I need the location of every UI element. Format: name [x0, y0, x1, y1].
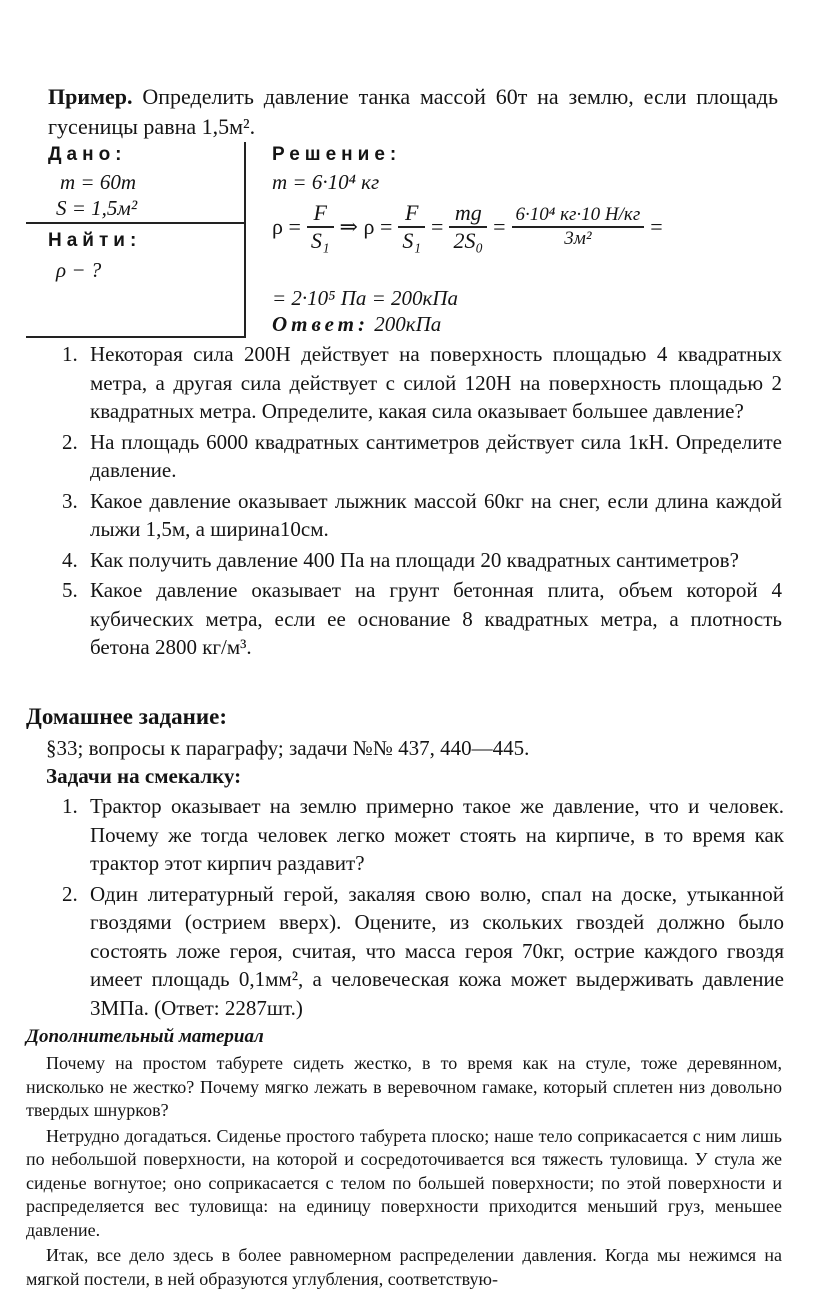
- find-title: Найти:: [48, 230, 142, 251]
- fraction-f-s1-second: $\frac{F}{\text{S₁}}$: [398, 200, 425, 254]
- solution-mass: m = 6·10⁴ кг: [272, 170, 380, 194]
- list-item: 2. Один литературный герой, закаляя свою волю, спал на доске, утыканной гвоздями (острием вверх). Оцените, из скольких гвоздей должно было состоять ложе героя, считая, что масса героя 70кг, острие каждого гвоздя имеет площадь 0,1мм², а человеческая кожа может выдерживать давление 3МПа. (Ответ: 2287шт.): [62, 881, 784, 1020]
- solution-answer: [272, 312, 441, 337]
- smart-tasks-title: Задачи на смекалку:: [46, 764, 242, 788]
- fraction-f-s1: $\frac{F}{\text{S₁}}$: [307, 200, 334, 254]
- task-text: Как получить давление 400 Па на площади 20 квадратных сантиметров?: [90, 547, 739, 572]
- extra-paragraph: Нетрудно догадаться. Сиденье простого табурета плоско; наше тело соприкасается с ним лишь по небольшой поверхности, на которой и сосредоточивается вся тяжесть туловища. У стула же сиденье вогнутое; оно соприкасается с телом по большей поверхности; по этой поверхности и распределяется вес туловища: на единицу поверхности приходится меньший груз, меньшее давление.: [26, 1125, 782, 1240]
- extra-paragraph: Почему на простом табурете сидеть жестко, в то время как на стуле, тоже деревянном, нисколько не жестко? Почему мягко лежать в веревочном гамаке, который сплетен низ довольно твердых шнурков?: [26, 1053, 782, 1120]
- smart-task-text: Трактор оказывает на землю примерно такое же давление, что и человек. Почему же тогда человек легко может стоять на кирпиче, в то время как трактор этот кирпич раздавит?: [90, 794, 784, 875]
- smart-task-text: Один литературный герой, закаляя свою волю, спал на доске, утыканной гвоздями (острием вверх). Оцените, из скольких гвоздей должно было состоять ложе героя, считая, что масса героя 70кг, острие каждого гвоздя имеет площадь 0,1мм², а человеческая кожа может выдерживать давление 3МПа. (Ответ: 2287шт.): [90, 881, 784, 1020]
- formula-equals-3: =: [650, 214, 663, 239]
- given-mass: m = 60т: [60, 170, 137, 194]
- list-item: 5. Какое давление оказывает на грунт бетонная плита, объем которой 4 кубических метра, если ее основание 8 квадратных метра, а плотность бетона 2800 кг/м³.: [62, 578, 782, 659]
- solution-block: [272, 144, 792, 340]
- list-item: 2. На площадь 6000 квадратных сантиметров действует сила 1кН. Определите давление.: [62, 429, 782, 482]
- solution-result: = 2·10⁵ Па = 200кПа: [272, 286, 459, 310]
- example-statement: [48, 82, 778, 142]
- task-text: Какое давление оказывает лыжник массой 60кг на снег, если длина каждой лыжи 1,5м, а ширина10см.: [90, 488, 782, 541]
- formula-equals-2: =: [493, 214, 506, 239]
- homework-title: Домашнее задание:: [26, 704, 227, 729]
- answer-value: 200кПа: [374, 312, 442, 336]
- homework-text: §33; вопросы к параграфу; задачи №№ 437, 440—445.: [46, 736, 530, 760]
- given-box: [26, 142, 246, 338]
- solution-title: Решение:: [272, 144, 402, 165]
- formula-equals-1: =: [431, 214, 444, 239]
- extra-material: [26, 1052, 782, 1293]
- formula-rho: ρ =: [272, 214, 301, 239]
- smart-task-list: [62, 792, 784, 1024]
- extra-paragraph: Итак, все дело здесь в более равномерном распределении давления. Когда мы нежимся на мягкой постели, в ней образуются углубления, соответствую-: [26, 1245, 782, 1289]
- pressure-formula: [272, 200, 663, 254]
- formula-implies: ⇒ ρ =: [339, 214, 393, 239]
- given-title: Дано:: [48, 144, 127, 165]
- list-item: 1. Некоторая сила 200Н действует на поверхность площадью 4 квадратных метра, а другая сила действует с силой 120Н на поверхность площадью 2 квадратных метра. Определите, какая сила оказывает большее давление?: [62, 342, 782, 423]
- task-text: Какое давление оказывает на грунт бетонная плита, объем которой 4 кубических метра, если ее основание 8 квадратных метра, а плотность бетона 2800 кг/м³.: [90, 578, 782, 659]
- example-text: Определить давление танка массой 60т на землю, если площадь гусеницы равна 1,5м².: [48, 84, 778, 139]
- example-label: Пример.: [48, 84, 133, 109]
- task-text: Некоторая сила 200Н действует на поверхность площадью 4 квадратных метра, а другая сила действует с силой 120Н на поверхность площадью 2 квадратных метра. Определите, какая сила оказывает большее давление?: [90, 342, 782, 423]
- task-list: [62, 340, 782, 664]
- list-item: 4. Как получить давление 400 Па на площади 20 квадратных сантиметров?: [62, 547, 739, 572]
- find-value: ρ − ?: [56, 258, 102, 282]
- task-text: На площадь 6000 квадратных сантиметров действует сила 1кН. Определите давление.: [90, 429, 782, 482]
- list-item: 1. Трактор оказывает на землю примерно такое же давление, что и человек. Почему же тогда человек легко может стоять на кирпиче, в то время как трактор этот кирпич раздавит?: [62, 794, 784, 875]
- fraction-numeric: $\frac{\text{6·10⁴ кг·10 Н/кг}}{\text{3м²}}$: [512, 204, 645, 250]
- given-area: S = 1,5м²: [56, 196, 138, 220]
- extra-material-title: Дополнительный материал: [26, 1026, 264, 1047]
- answer-label: Ответ:: [272, 312, 369, 336]
- given-divider: [26, 222, 244, 224]
- list-item: 3. Какое давление оказывает лыжник массой 60кг на снег, если длина каждой лыжи 1,5м, а ширина10см.: [62, 488, 782, 541]
- fraction-mg-2s0: $\frac{mg}{\text{2S₀}}$: [449, 200, 487, 254]
